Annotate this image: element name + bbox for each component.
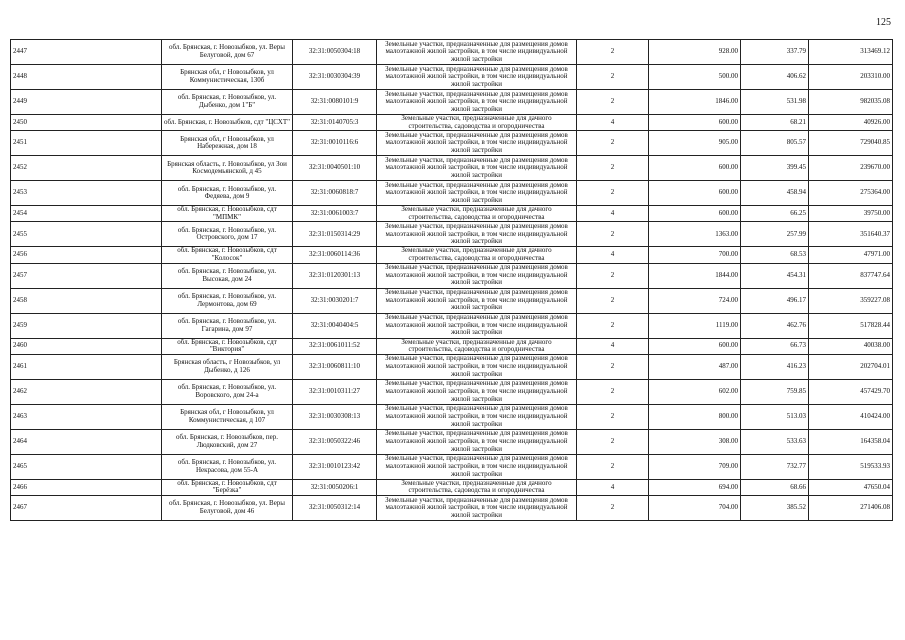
address-cell: обл. Брянская, г. Новозыбков, сдт "Берёзка"	[162, 479, 293, 495]
land-use-purpose-cell: Земельные участки, предназначенные для дачного строительства, садоводства и огородничества	[377, 338, 577, 354]
specific-value-cell: 257.99	[741, 222, 809, 247]
cadastral-number-cell: 32:31:0050312:14	[293, 495, 377, 520]
category-cell: 2	[577, 40, 649, 65]
cadastral-number-cell: 32:31:0050322:46	[293, 429, 377, 454]
address-cell: обл. Брянская, г. Новозыбков, ул. Некрасова, дом 55-А	[162, 454, 293, 479]
area-cell: 905.00	[649, 131, 741, 156]
row-number-cell: 2466	[11, 479, 162, 495]
land-use-purpose-cell: Земельные участки, предназначенные для размещения домов малоэтажной жилой застройки, в том числе индивидуальной жилой застройки	[377, 495, 577, 520]
specific-value-cell: 66.25	[741, 206, 809, 222]
row-number-cell: 2449	[11, 90, 162, 115]
row-number-cell: 2455	[11, 222, 162, 247]
specific-value-cell: 66.73	[741, 338, 809, 354]
specific-value-cell: 805.57	[741, 131, 809, 156]
land-use-purpose-cell: Земельные участки, предназначенные для размещения домов малоэтажной жилой застройки, в том числе индивидуальной жилой застройки	[377, 354, 577, 379]
specific-value-cell: 385.52	[741, 495, 809, 520]
category-cell: 2	[577, 495, 649, 520]
area-cell: 600.00	[649, 338, 741, 354]
address-cell: Брянская область, г. Новозыбков, ул Зои Космодемьянской, д 45	[162, 156, 293, 181]
address-cell: обл. Брянская, г. Новозыбков, ул. Веры Белуговой, дом 67	[162, 40, 293, 65]
specific-value-cell: 759.85	[741, 379, 809, 404]
land-use-purpose-cell: Земельные участки, предназначенные для размещения домов малоэтажной жилой застройки, в том числе индивидуальной жилой застройки	[377, 90, 577, 115]
cadastral-cost-cell: 202704.01	[809, 354, 893, 379]
table-row	[11, 131, 893, 156]
specific-value-cell: 462.76	[741, 313, 809, 338]
row-number-cell: 2464	[11, 429, 162, 454]
address-cell: обл. Брянская, г. Новозыбков, ул. Островского, дом 17	[162, 222, 293, 247]
land-use-purpose-cell: Земельные участки, предназначенные для дачного строительства, садоводства и огородничества	[377, 479, 577, 495]
category-cell: 2	[577, 379, 649, 404]
address-cell: обл. Брянская, г. Новозыбков, сдт "Колосок"	[162, 247, 293, 263]
table-row	[11, 156, 893, 181]
category-cell: 2	[577, 288, 649, 313]
category-cell: 2	[577, 222, 649, 247]
area-cell: 600.00	[649, 115, 741, 131]
table-body	[11, 40, 893, 521]
specific-value-cell: 399.45	[741, 156, 809, 181]
table-row	[11, 40, 893, 65]
table-row	[11, 90, 893, 115]
row-number-cell: 2447	[11, 40, 162, 65]
cadastral-cost-cell: 39750.00	[809, 206, 893, 222]
area-cell: 500.00	[649, 65, 741, 90]
area-cell: 1846.00	[649, 90, 741, 115]
land-use-purpose-cell: Земельные участки, предназначенные для размещения домов малоэтажной жилой застройки, в том числе индивидуальной жилой застройки	[377, 454, 577, 479]
address-cell: обл. Брянская, г. Новозыбков, ул. Лермонтова, дом 69	[162, 288, 293, 313]
land-use-purpose-cell: Земельные участки, предназначенные для дачного строительства, садоводства и огородничества	[377, 206, 577, 222]
land-use-purpose-cell: Земельные участки, предназначенные для размещения домов малоэтажной жилой застройки, в том числе индивидуальной жилой застройки	[377, 131, 577, 156]
cadastral-number-cell: 32:31:0120301:13	[293, 263, 377, 288]
specific-value-cell: 513.03	[741, 404, 809, 429]
table-row	[11, 404, 893, 429]
row-number-cell: 2450	[11, 115, 162, 131]
category-cell: 2	[577, 404, 649, 429]
row-number-cell: 2463	[11, 404, 162, 429]
area-cell: 704.00	[649, 495, 741, 520]
address-cell: обл. Брянская, г. Новозыбков, ул. Воровского, дом 24-а	[162, 379, 293, 404]
category-cell: 2	[577, 156, 649, 181]
cadastral-cost-cell: 359227.08	[809, 288, 893, 313]
cadastral-number-cell: 32:31:0050304:18	[293, 40, 377, 65]
land-use-purpose-cell: Земельные участки, предназначенные для размещения домов малоэтажной жилой застройки, в том числе индивидуальной жилой застройки	[377, 181, 577, 206]
address-cell: Брянская обл, г Новозыбков, ул Коммунистическая, д 107	[162, 404, 293, 429]
cadastral-number-cell: 32:31:0061011:52	[293, 338, 377, 354]
specific-value-cell: 337.79	[741, 40, 809, 65]
category-cell: 4	[577, 247, 649, 263]
category-cell: 4	[577, 338, 649, 354]
category-cell: 2	[577, 131, 649, 156]
category-cell: 2	[577, 313, 649, 338]
land-use-purpose-cell: Земельные участки, предназначенные для размещения домов малоэтажной жилой застройки, в том числе индивидуальной жилой застройки	[377, 65, 577, 90]
area-cell: 1363.00	[649, 222, 741, 247]
cadastral-number-cell: 32:31:0030304:39	[293, 65, 377, 90]
table-row	[11, 479, 893, 495]
specific-value-cell: 68.53	[741, 247, 809, 263]
area-cell: 308.00	[649, 429, 741, 454]
area-cell: 487.00	[649, 354, 741, 379]
area-cell: 600.00	[649, 206, 741, 222]
cadastral-cost-cell: 313469.12	[809, 40, 893, 65]
address-cell: Брянская область, г Новозыбков, ул Дыбенко, д 126	[162, 354, 293, 379]
address-cell: обл. Брянская, г. Новозыбков, ул. Дыбенко, дом 1"Б"	[162, 90, 293, 115]
cadastral-cost-cell: 517828.44	[809, 313, 893, 338]
table-row	[11, 181, 893, 206]
page-number: 125	[876, 17, 891, 28]
address-cell: обл. Брянская, г. Новозыбков, ул. Гагарина, дом 97	[162, 313, 293, 338]
category-cell: 2	[577, 65, 649, 90]
cadastral-number-cell: 32:31:0010123:42	[293, 454, 377, 479]
table-row	[11, 313, 893, 338]
table-row	[11, 263, 893, 288]
row-number-cell: 2453	[11, 181, 162, 206]
cadastral-cost-cell: 982035.08	[809, 90, 893, 115]
table-row	[11, 454, 893, 479]
specific-value-cell: 68.21	[741, 115, 809, 131]
area-cell: 602.00	[649, 379, 741, 404]
cadastral-cost-cell: 351640.37	[809, 222, 893, 247]
category-cell: 2	[577, 429, 649, 454]
land-use-purpose-cell: Земельные участки, предназначенные для размещения домов малоэтажной жилой застройки, в том числе индивидуальной жилой застройки	[377, 263, 577, 288]
address-cell: Брянская обл, г Новозыбков, ул Набережная, дом 18	[162, 131, 293, 156]
specific-value-cell: 531.98	[741, 90, 809, 115]
area-cell: 928.00	[649, 40, 741, 65]
land-use-purpose-cell: Земельные участки, предназначенные для размещения домов малоэтажной жилой застройки, в том числе индивидуальной жилой застройки	[377, 404, 577, 429]
cadastral-number-cell: 32:31:0060114:36	[293, 247, 377, 263]
address-cell: обл. Брянская, г. Новозыбков, сдт "МПМК"	[162, 206, 293, 222]
category-cell: 4	[577, 115, 649, 131]
category-cell: 2	[577, 263, 649, 288]
cadastral-cost-cell: 47971.00	[809, 247, 893, 263]
cadastral-cost-cell: 164358.04	[809, 429, 893, 454]
cadastral-number-cell: 32:31:0060818:7	[293, 181, 377, 206]
category-cell: 2	[577, 181, 649, 206]
area-cell: 600.00	[649, 181, 741, 206]
cadastral-number-cell: 32:31:0061003:7	[293, 206, 377, 222]
cadastral-number-cell: 32:31:0140705:3	[293, 115, 377, 131]
row-number-cell: 2461	[11, 354, 162, 379]
row-number-cell: 2459	[11, 313, 162, 338]
category-cell: 4	[577, 206, 649, 222]
cadastral-cost-cell: 837747.64	[809, 263, 893, 288]
table-row	[11, 206, 893, 222]
row-number-cell: 2465	[11, 454, 162, 479]
row-number-cell: 2452	[11, 156, 162, 181]
table-row	[11, 288, 893, 313]
category-cell: 2	[577, 90, 649, 115]
cadastral-cost-cell: 239670.00	[809, 156, 893, 181]
specific-value-cell: 68.66	[741, 479, 809, 495]
cadastral-cost-cell: 729040.85	[809, 131, 893, 156]
cadastral-number-cell: 32:31:0050206:1	[293, 479, 377, 495]
table-row	[11, 495, 893, 520]
area-cell: 1119.00	[649, 313, 741, 338]
area-cell: 1844.00	[649, 263, 741, 288]
land-use-purpose-cell: Земельные участки, предназначенные для размещения домов малоэтажной жилой застройки, в том числе индивидуальной жилой застройки	[377, 40, 577, 65]
table-row	[11, 247, 893, 263]
cadastral-number-cell: 32:31:0060811:10	[293, 354, 377, 379]
row-number-cell: 2462	[11, 379, 162, 404]
row-number-cell: 2458	[11, 288, 162, 313]
specific-value-cell: 533.63	[741, 429, 809, 454]
specific-value-cell: 458.94	[741, 181, 809, 206]
land-use-purpose-cell: Земельные участки, предназначенные для размещения домов малоэтажной жилой застройки, в том числе индивидуальной жилой застройки	[377, 313, 577, 338]
cadastral-number-cell: 32:31:0010116:6	[293, 131, 377, 156]
area-cell: 709.00	[649, 454, 741, 479]
cadastral-cost-cell: 410424.00	[809, 404, 893, 429]
cadastral-cost-cell: 275364.00	[809, 181, 893, 206]
cadastral-number-cell: 32:31:0040404:5	[293, 313, 377, 338]
row-number-cell: 2456	[11, 247, 162, 263]
cadastral-number-cell: 32:31:0010311:27	[293, 379, 377, 404]
table-row	[11, 429, 893, 454]
area-cell: 700.00	[649, 247, 741, 263]
cadastral-number-cell: 32:31:0030201:7	[293, 288, 377, 313]
specific-value-cell: 406.62	[741, 65, 809, 90]
table-row	[11, 354, 893, 379]
address-cell: обл. Брянская, г. Новозыбков, ул. Федяева, дом 9	[162, 181, 293, 206]
specific-value-cell: 732.77	[741, 454, 809, 479]
cadastral-cost-cell: 457429.70	[809, 379, 893, 404]
address-cell: обл. Брянская, г. Новозыбков, пер. Людковский, дом 27	[162, 429, 293, 454]
address-cell: обл. Брянская, г. Новозыбков, сдт "ЦСХТ"	[162, 115, 293, 131]
row-number-cell: 2454	[11, 206, 162, 222]
land-use-purpose-cell: Земельные участки, предназначенные для размещения домов малоэтажной жилой застройки, в том числе индивидуальной жилой застройки	[377, 156, 577, 181]
cadastral-cost-cell: 271406.08	[809, 495, 893, 520]
address-cell: обл. Брянская, г. Новозыбков, ул. Высокая, дом 24	[162, 263, 293, 288]
table-row	[11, 65, 893, 90]
category-cell: 2	[577, 354, 649, 379]
cadastral-cost-cell: 40038.00	[809, 338, 893, 354]
row-number-cell: 2448	[11, 65, 162, 90]
area-cell: 724.00	[649, 288, 741, 313]
address-cell: обл. Брянская, г. Новозыбков, ул. Веры Белуговой, дом 46	[162, 495, 293, 520]
specific-value-cell: 416.23	[741, 354, 809, 379]
cadastral-number-cell: 32:31:0080101:9	[293, 90, 377, 115]
category-cell: 2	[577, 454, 649, 479]
table-row	[11, 222, 893, 247]
specific-value-cell: 496.17	[741, 288, 809, 313]
cadastral-cost-cell: 40926.00	[809, 115, 893, 131]
land-registry-table	[10, 39, 893, 521]
address-cell: Брянская обл, г Новозыбков, ул Коммунистическая, 130б	[162, 65, 293, 90]
cadastral-number-cell: 32:31:0040501:10	[293, 156, 377, 181]
cadastral-cost-cell: 519533.93	[809, 454, 893, 479]
land-use-purpose-cell: Земельные участки, предназначенные для дачного строительства, садоводства и огородничества	[377, 115, 577, 131]
cadastral-cost-cell: 203310.00	[809, 65, 893, 90]
land-use-purpose-cell: Земельные участки, предназначенные для размещения домов малоэтажной жилой застройки, в том числе индивидуальной жилой застройки	[377, 429, 577, 454]
table-row	[11, 115, 893, 131]
address-cell: обл. Брянская, г. Новозыбков, сдт "Виктория"	[162, 338, 293, 354]
area-cell: 800.00	[649, 404, 741, 429]
row-number-cell: 2467	[11, 495, 162, 520]
row-number-cell: 2451	[11, 131, 162, 156]
table-row	[11, 338, 893, 354]
land-use-purpose-cell: Земельные участки, предназначенные для размещения домов малоэтажной жилой застройки, в том числе индивидуальной жилой застройки	[377, 288, 577, 313]
row-number-cell: 2457	[11, 263, 162, 288]
category-cell: 4	[577, 479, 649, 495]
cadastral-number-cell: 32:31:0030308:13	[293, 404, 377, 429]
table-row	[11, 379, 893, 404]
cadastral-cost-cell: 47650.04	[809, 479, 893, 495]
land-use-purpose-cell: Земельные участки, предназначенные для размещения домов малоэтажной жилой застройки, в том числе индивидуальной жилой застройки	[377, 379, 577, 404]
area-cell: 600.00	[649, 156, 741, 181]
land-use-purpose-cell: Земельные участки, предназначенные для дачного строительства, садоводства и огородничества	[377, 247, 577, 263]
cadastral-number-cell: 32:31:0150314:29	[293, 222, 377, 247]
specific-value-cell: 454.31	[741, 263, 809, 288]
area-cell: 694.00	[649, 479, 741, 495]
land-use-purpose-cell: Земельные участки, предназначенные для размещения домов малоэтажной жилой застройки, в том числе индивидуальной жилой застройки	[377, 222, 577, 247]
row-number-cell: 2460	[11, 338, 162, 354]
